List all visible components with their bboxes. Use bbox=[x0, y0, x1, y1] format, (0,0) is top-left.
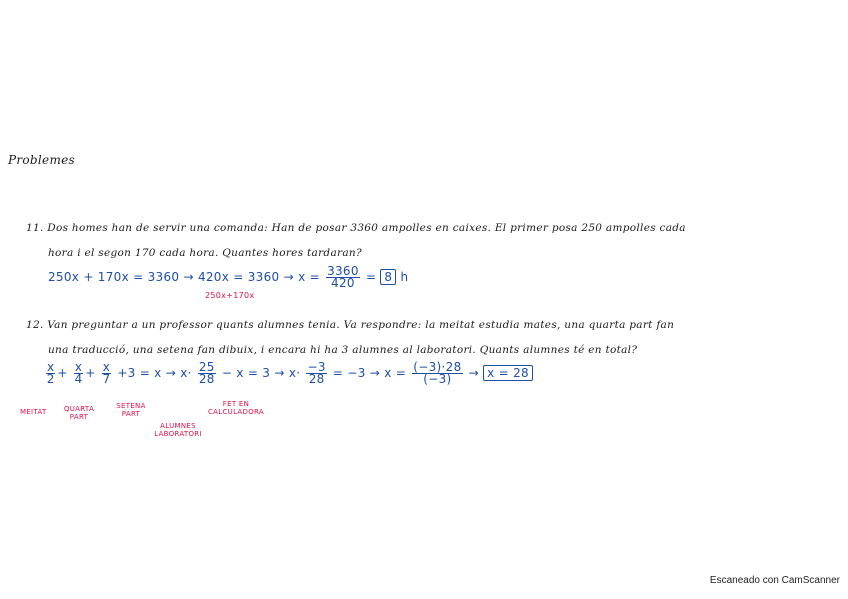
fraction-a-den: 28 bbox=[198, 372, 215, 386]
problem-12-line-2: una traducció, una setena fan dibuix, i encara hi ha 3 alumnes al laboratori. Quants alumnes té en total? bbox=[48, 344, 638, 356]
fraction-denominator: 420 bbox=[331, 276, 355, 290]
term-seventh-den: 7 bbox=[102, 372, 111, 386]
answer-box: 8 bbox=[380, 269, 396, 285]
term-quarter bbox=[74, 362, 83, 385]
fraction-a-rest: − x = 3 bbox=[221, 366, 271, 380]
fraction-c-num: (−3)·28 bbox=[413, 360, 462, 374]
fraction-c bbox=[412, 362, 462, 385]
problem-11-equation bbox=[48, 266, 408, 289]
term-quarter-den: 4 bbox=[74, 372, 83, 386]
equals-sign: = bbox=[365, 270, 381, 284]
fraction-c-den: (−3) bbox=[423, 372, 452, 386]
fraction-numerator: 3360 bbox=[327, 264, 359, 278]
term-quarter-num: x bbox=[74, 360, 83, 374]
eq-lhs: 250x + 170x = 3360 bbox=[48, 270, 180, 284]
annotation-quarta-part: QUARTA PART bbox=[63, 405, 95, 421]
problem-12-equation: $\frac{x}{2}$ + $\frac{x}{4}$ + $\frac{x}{7}$ +3 = x → x· $\frac{25}{28}$ − x = 3 → x· $\frac{-3}{28}$ = −3 → x = $\frac{(-3)\cdot 28}{(-3)}$ → x = 28 bbox=[44, 362, 533, 385]
arrow-icon: → x· bbox=[165, 366, 192, 380]
problem-11-line-2: hora i el segon 170 cada hora. Quantes hores tardaran? bbox=[48, 247, 362, 259]
problem-11-line-1: 11. Dos homes han de servir una comanda: Han de posar 3360 ampolles en caixes. El primer posa 250 ampolles cada bbox=[26, 222, 686, 234]
term-half bbox=[46, 362, 55, 385]
term-half-den: 2 bbox=[46, 372, 55, 386]
arrow-icon: → x· bbox=[274, 366, 301, 380]
fraction-b-rest: = −3 bbox=[332, 366, 366, 380]
plus-three: +3 = x bbox=[117, 366, 162, 380]
problem-11-note: 250x+170x bbox=[205, 291, 255, 300]
annotation-calculadora: FET EN CALCULADORA bbox=[207, 400, 264, 416]
annotation-alumnes-laboratori: ALUMNES LABORATORI bbox=[154, 422, 202, 438]
annotation-setena-part: SETENA PART bbox=[116, 402, 146, 418]
fraction-a-num: 25 bbox=[198, 360, 215, 374]
fraction-b-num: −3 bbox=[307, 360, 326, 374]
eq-fraction bbox=[326, 266, 360, 289]
term-seventh bbox=[102, 362, 111, 385]
arrow-icon: → bbox=[468, 366, 484, 380]
scanner-watermark: Escaneado con CamScanner bbox=[709, 575, 840, 586]
fraction-a bbox=[198, 362, 216, 385]
annotation-meitat: MEITAT bbox=[20, 408, 47, 416]
fraction-b-den: 28 bbox=[308, 372, 325, 386]
problem-12-line-1: 12. Van preguntar a un professor quants alumnes tenia. Va respondre: la meitat estudia mates, una quarta part fan bbox=[26, 319, 675, 331]
arrow-icon: → bbox=[183, 270, 198, 284]
term-seventh-num: x bbox=[102, 360, 111, 374]
page-heading: Problemes bbox=[8, 153, 75, 167]
term-half-num: x bbox=[47, 360, 55, 374]
fraction-b bbox=[306, 362, 326, 385]
arrow-icon: → x = bbox=[369, 366, 411, 380]
answer-unit: h bbox=[400, 270, 409, 284]
answer-box: x = 28 bbox=[483, 365, 533, 381]
arrow-icon: → x = bbox=[283, 270, 325, 284]
eq-step: 420x = 3360 bbox=[197, 270, 280, 284]
